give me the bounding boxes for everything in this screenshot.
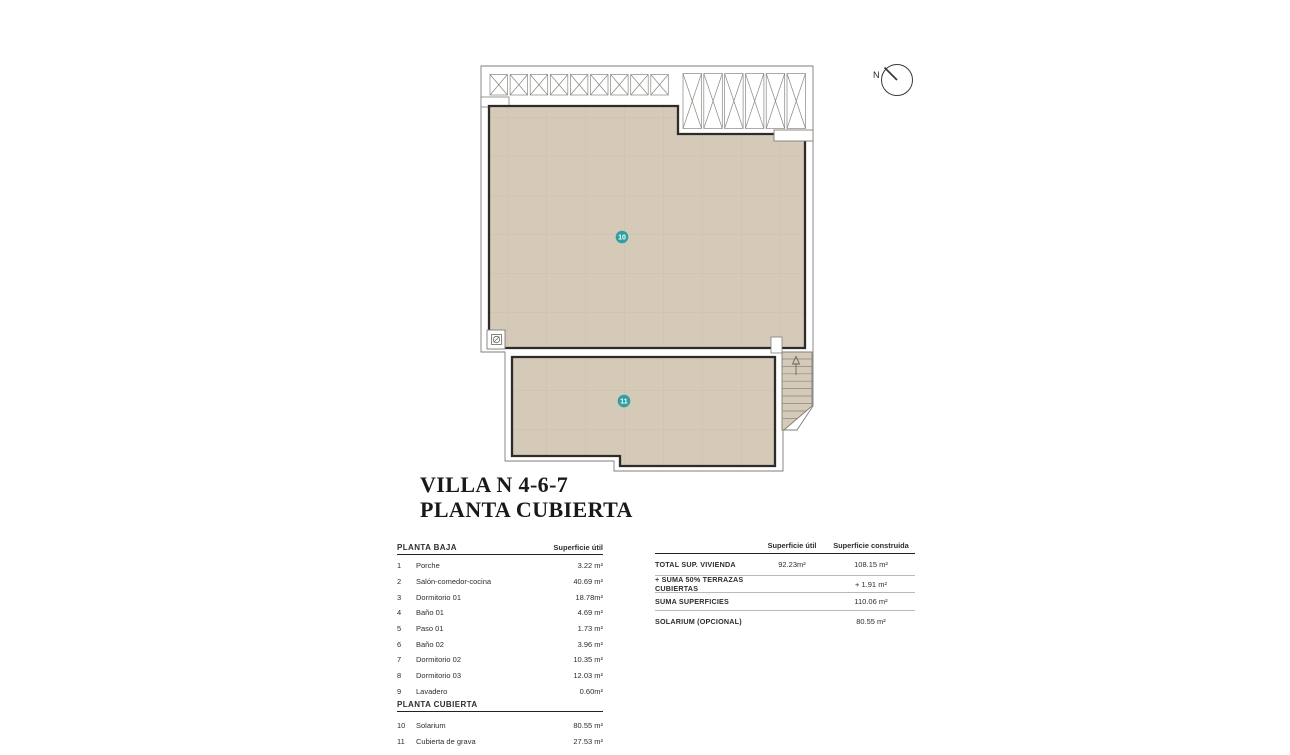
planta-cubierta-rows (397, 712, 603, 750)
summary-value-construida: + 1.91 m² (855, 579, 887, 589)
summary-value-construida: 108.15 m² (854, 560, 888, 569)
room-name: Lavadero (416, 686, 448, 696)
north-compass (862, 55, 922, 105)
summary-row-solarium-opcional (655, 611, 915, 631)
table-row (397, 684, 603, 700)
room-name: Dormitorio 01 (416, 592, 462, 602)
room-name: Dormitorio 03 (416, 671, 462, 681)
row-number: 4 (397, 608, 402, 618)
row-number: 7 (397, 655, 402, 665)
room-area: 1.73 m² (577, 624, 603, 634)
summary-row-suma-superficies (655, 593, 915, 610)
staircase (782, 352, 812, 430)
column-header-superficie-util: Superficie útil (767, 541, 817, 550)
compass-needle (885, 68, 898, 81)
table-row (397, 621, 603, 637)
wall-block-top-right (774, 130, 813, 141)
room-area: 3.22 m² (577, 561, 603, 571)
areas-table (397, 538, 603, 750)
room-area: 40.69 m² (573, 577, 603, 587)
table-row (397, 605, 603, 621)
room-badge-gravel (618, 395, 631, 408)
sheet-title (420, 472, 633, 522)
room-area: 80.55 m² (573, 720, 603, 730)
room-name: Baño 01 (416, 608, 444, 618)
section-title-planta-cubierta: PLANTA CUBIERTA (397, 700, 478, 710)
table-row (397, 574, 603, 590)
title-line-floor: PLANTA CUBIERTA (420, 497, 633, 522)
table-row (397, 636, 603, 652)
row-number: 3 (397, 592, 402, 602)
areas-table-header-cubierta (397, 700, 603, 712)
summary-row-total-vivienda (655, 554, 915, 575)
floor-plan-drawing (478, 58, 818, 478)
summary-label: SUMA SUPERFICIES (655, 597, 730, 606)
summary-row-terrazas-cubiertas (655, 576, 915, 592)
row-number: 8 (397, 671, 402, 681)
floor-drain-icon (487, 330, 505, 349)
title-line-villa: VILLA N 4-6-7 (420, 472, 569, 497)
room-name: Paso 01 (416, 624, 444, 634)
summary-table-header (655, 534, 915, 554)
room-area: 18.78m² (575, 592, 603, 602)
room-name: Porche (416, 561, 440, 571)
section-title-planta-baja: PLANTA BAJA (397, 543, 457, 552)
row-number: 1 (397, 561, 402, 571)
summary-table (655, 534, 915, 631)
room-area: 4.69 m² (577, 608, 603, 618)
table-row (397, 652, 603, 668)
wall-notch-stair (771, 337, 782, 353)
room-area: 0.60m² (579, 686, 603, 696)
areas-table-header (397, 538, 603, 555)
pergola-beams-left (490, 75, 668, 96)
room-area: 27.53 m² (573, 737, 603, 747)
room-name: Baño 02 (416, 639, 444, 649)
table-row (397, 717, 603, 734)
room-area: 10.35 m² (573, 655, 603, 665)
row-number: 11 (397, 737, 405, 747)
room-badge-solarium (616, 231, 629, 244)
row-number: 9 (397, 686, 402, 696)
badge-label: 10 (618, 234, 626, 242)
room-name: Solarium (416, 720, 446, 730)
badge-label: 11 (620, 398, 628, 406)
table-row (397, 668, 603, 684)
column-header-superficie-construida: Superficie construida (833, 541, 909, 550)
solarium-floor (489, 106, 805, 348)
room-name: Cubierta de grava (416, 737, 476, 747)
gravel-roof-floor (512, 357, 775, 466)
summary-value-construida: 110.06 m² (854, 597, 888, 606)
row-number: 2 (397, 577, 402, 587)
row-number: 10 (397, 720, 406, 730)
room-area: 12.03 m² (573, 671, 603, 681)
room-name: Salón-comedor-cocina (416, 577, 492, 587)
room-name: Dormitorio 02 (416, 655, 462, 665)
planta-baja-rows (397, 555, 603, 699)
summary-label: SOLARIUM (OPCIONAL) (655, 616, 742, 626)
summary-label: TOTAL SUP. VIVIENDA (655, 560, 736, 569)
compass-north-label: N (873, 70, 880, 80)
table-row (397, 734, 603, 751)
table-row (397, 558, 603, 574)
row-number: 5 (397, 624, 402, 634)
table-row (397, 589, 603, 605)
summary-value-util: 92.23m² (778, 560, 806, 569)
summary-label: + SUMA 50% TERRAZAS CUBIERTAS (655, 575, 744, 593)
row-number: 6 (397, 639, 402, 649)
summary-value-construida: 80.55 m² (856, 616, 886, 626)
column-header-superficie-util: Superficie útil (553, 543, 603, 552)
room-area: 3.96 m² (577, 639, 603, 649)
